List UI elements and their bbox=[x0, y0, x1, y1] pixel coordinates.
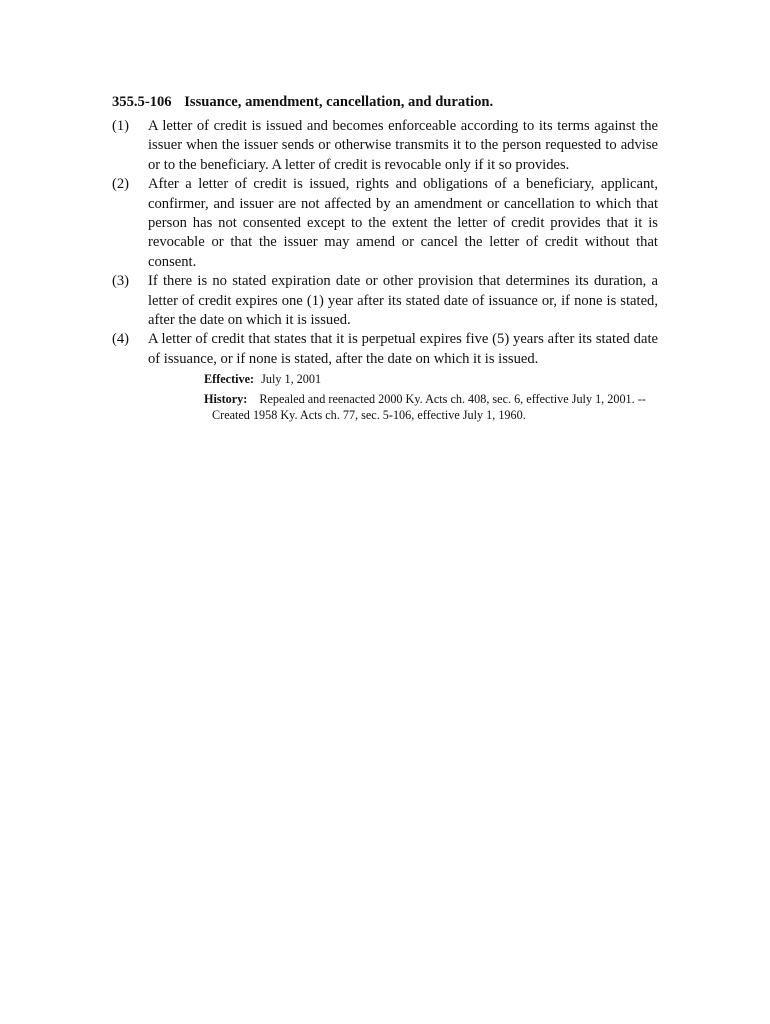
subsection-text: A letter of credit is issued and becomes enforceable according to its terms against the issuer when the issuer sends or otherwise transmits it to the person requested to advise or to the beneficiary. A letter of credit is revocable only if it so provides. bbox=[148, 118, 658, 173]
subsection-4 bbox=[112, 330, 658, 369]
subsection-1 bbox=[112, 117, 658, 175]
statute-page bbox=[112, 93, 658, 427]
section-title: Issuance, amendment, cancellation, and duration. bbox=[184, 94, 494, 110]
section-heading bbox=[112, 93, 658, 112]
effective-label: Effective: bbox=[204, 372, 255, 387]
history-label: History: bbox=[204, 392, 248, 407]
subsection-text: After a letter of credit is issued, rights and obligations of a beneficiary, applicant, confirmer, and issuer are not affected by an amendment or cancellation to which that person has not consented except to the extent the letter of credit provides that it is revocable or that the issuer may amend or cancel the letter of credit without that consent. bbox=[148, 176, 658, 270]
subsection-marker: (4) bbox=[112, 331, 130, 348]
subsection-marker: (3) bbox=[112, 273, 130, 290]
history-text: Repealed and reenacted 2000 Ky. Acts ch. 408, sec. 6, effective July 1, 2001. -- Created 1958 Ky. Acts ch. 77, sec. 5-106, effective July 1, 1960. bbox=[212, 392, 646, 423]
history-line bbox=[204, 391, 658, 423]
subsection-3 bbox=[112, 272, 658, 330]
section-number: 355.5-106 bbox=[112, 94, 172, 110]
subsection-2 bbox=[112, 175, 658, 272]
subsection-text: If there is no stated expiration date or other provision that determines its duration, a letter of credit expires one (1) year after its stated date of issuance or, if none is stated, after the date on which it is issued. bbox=[148, 273, 658, 329]
subsection-text: A letter of credit that states that it is perpetual expires five (5) years after its stated date of issuance, or if none is stated, after the date on which it is issued. bbox=[148, 331, 658, 367]
subsection-marker: (2) bbox=[112, 176, 130, 193]
effective-line bbox=[204, 371, 658, 387]
subsection-marker: (1) bbox=[112, 118, 130, 134]
statute-metadata bbox=[204, 371, 658, 423]
effective-date: July 1, 2001 bbox=[261, 372, 322, 387]
